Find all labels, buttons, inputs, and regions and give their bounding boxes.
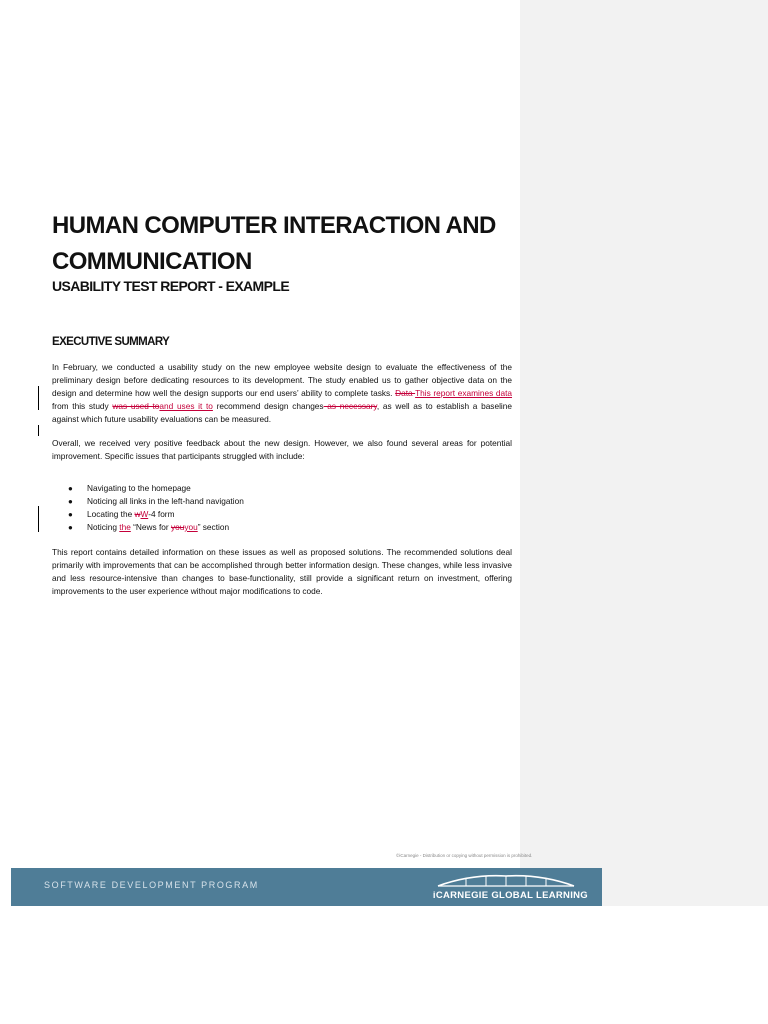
copyright-note: ©iCarnegie - Distribution or copying without permission is prohibited. (396, 853, 533, 858)
list-item-text: Locating the (87, 509, 135, 519)
change-bar (38, 506, 39, 532)
inserted-text[interactable]: the (119, 522, 131, 532)
bullet-icon: ● (68, 523, 73, 532)
deleted-text[interactable]: as necessary (323, 401, 377, 411)
paragraph-text: In February, we conducted a usability study on the new employee website design to evaluate the effectiveness of the preliminary design before dedicating resources to its development. The study enabled us to gather objective data on the design and determine how well the design supports our end users’ ability to complete tasks. (52, 362, 512, 398)
paragraph-text: recommend design changes (212, 401, 324, 411)
list-item (52, 508, 512, 521)
inserted-text[interactable]: This report examines data (415, 388, 513, 398)
list-item-text: -4 form (148, 509, 175, 519)
bullet-icon: ● (68, 484, 73, 493)
paragraph-report-contents: This report contains detailed information on these issues as well as proposed solutions. The recommended solutions deal primarily with improvements that can be accomplished through better information design. These changes, while less invasive and less resource-intensive than changes to base-functionality, still provide a significant return on investment, offering improvements to the user experience without major modifications to code. (52, 547, 512, 596)
list-item-text: Noticing (87, 522, 120, 532)
deleted-text[interactable]: you (170, 522, 185, 532)
logo-text: iCARNEGIE GLOBAL LEARNING (432, 890, 588, 901)
list-item-text: ” section (197, 522, 230, 532)
list-item (52, 521, 512, 534)
markup-comment-pane (520, 0, 768, 906)
change-bar (38, 425, 39, 436)
program-name: SOFTWARE DEVELOPMENT PROGRAM (44, 880, 259, 890)
list-item-text: Navigating to the homepage (87, 483, 191, 493)
issues-list (52, 482, 512, 534)
bullet-icon: ● (68, 510, 73, 519)
inserted-text[interactable]: and uses it to (159, 401, 213, 411)
list-item (52, 482, 512, 495)
deleted-text[interactable]: was used to (112, 401, 160, 411)
title-line-1: HUMAN COMPUTER INTERACTION AND (52, 212, 496, 239)
list-item-text: “News for (130, 522, 171, 532)
document-title (52, 208, 512, 280)
paragraph-text: , as well as to establish a baseline against which future usability evaluations can be measured. (52, 401, 512, 424)
change-bar (38, 386, 39, 410)
deleted-text[interactable]: w (134, 509, 141, 519)
deleted-text[interactable]: Data (395, 388, 416, 398)
executive-summary-heading: EXECUTIVE SUMMARY (52, 336, 170, 348)
paragraph-intro (52, 361, 512, 426)
bullet-icon: ● (68, 497, 73, 506)
bridge-logo-icon (436, 872, 576, 888)
document-subtitle: USABILITY TEST REPORT - EXAMPLE (52, 278, 290, 294)
title-line-2: COMMUNICATION (52, 248, 252, 275)
inserted-text[interactable]: W (140, 509, 149, 519)
list-item (52, 495, 512, 508)
paragraph-text: from this study (52, 401, 113, 411)
footer-banner (11, 868, 602, 906)
list-item-text: Noticing all links in the left-hand navigation (87, 496, 244, 506)
inserted-text[interactable]: you (184, 522, 198, 532)
paragraph-overall: Overall, we received very positive feedback about the new design. However, we also found several areas for potential improvement. Specific issues that participants struggled with include: (52, 438, 512, 461)
